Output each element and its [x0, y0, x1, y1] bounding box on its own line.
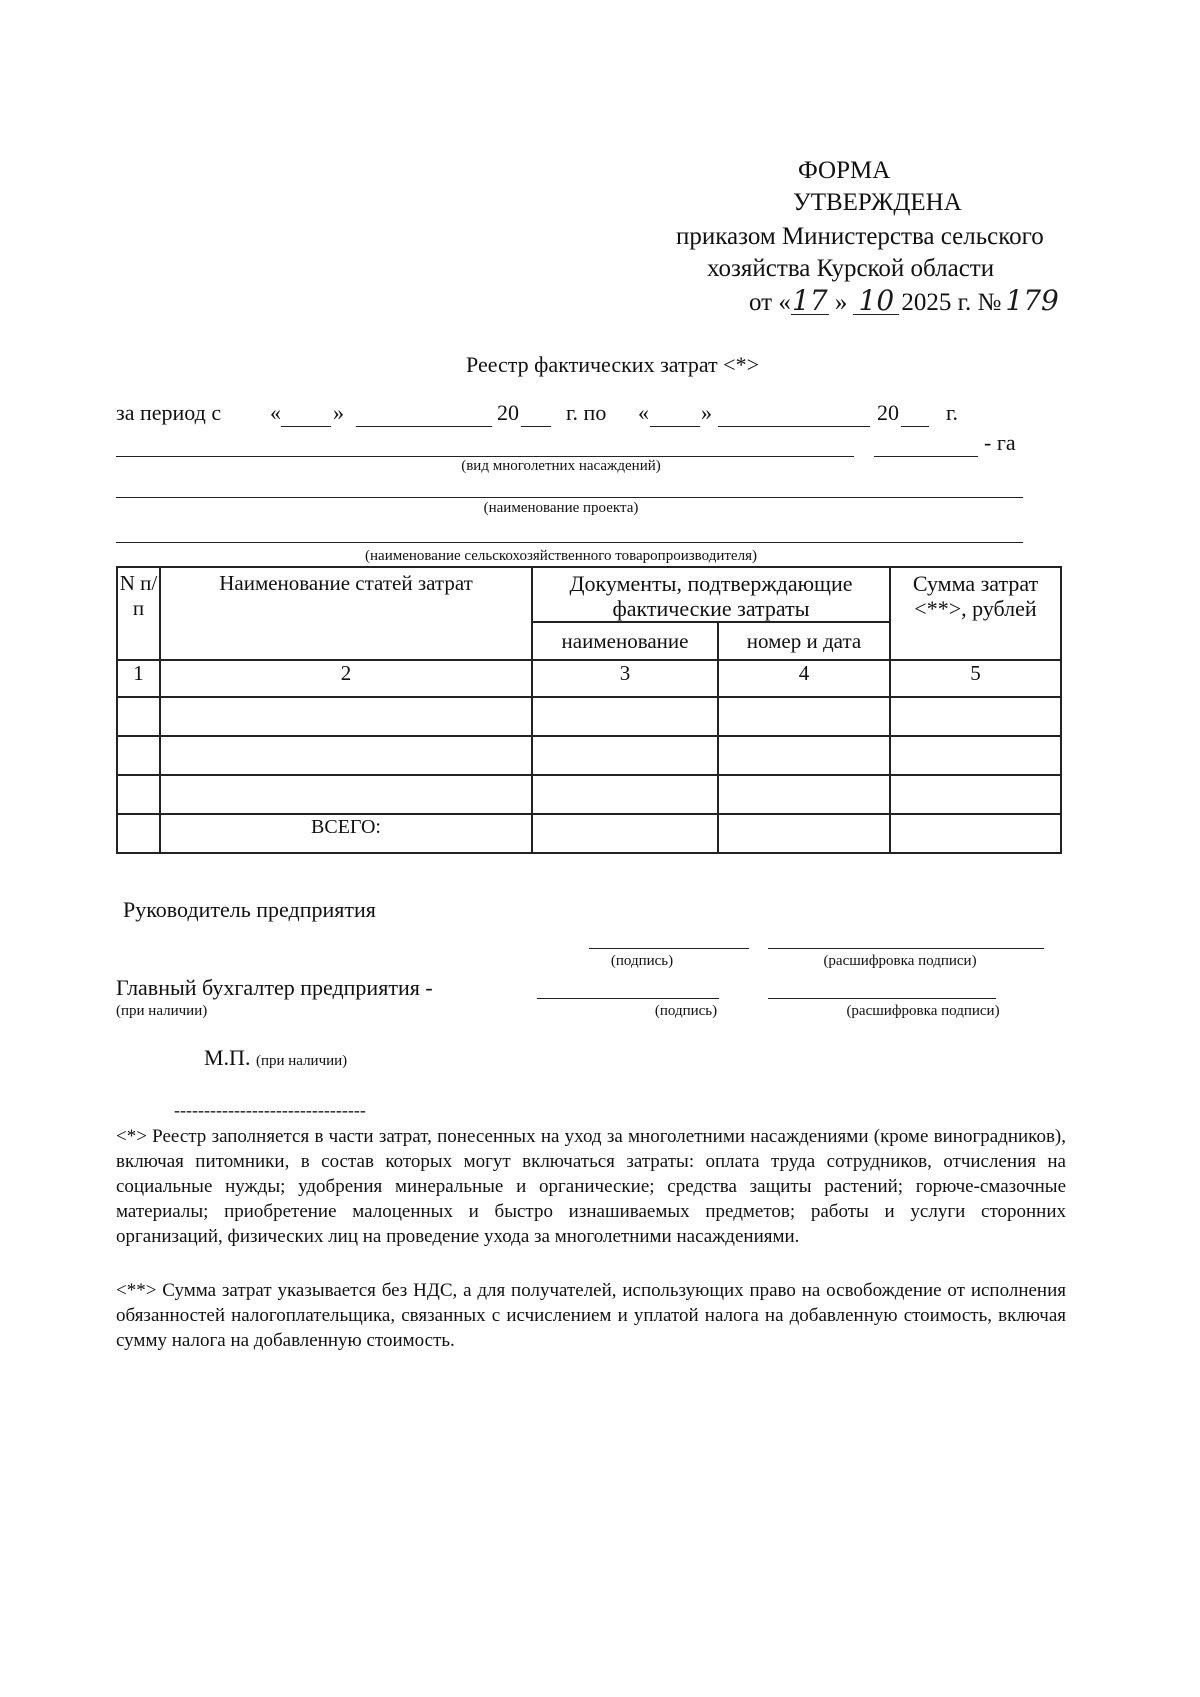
approval-date-line	[749, 285, 1059, 319]
chief-accountant-label: Главный бухгалтер предприятия -	[116, 975, 433, 1000]
total-row	[117, 814, 1061, 853]
header-doc-number-date: номер и дата	[718, 622, 890, 660]
stamp-text: М.П.	[204, 1045, 251, 1070]
producer-blank	[116, 542, 1023, 543]
period-close-quote-1: »	[333, 400, 344, 425]
approval-order-line: приказом Министерства сельского	[676, 223, 1044, 250]
table-row	[117, 697, 1061, 736]
column-numbers-row	[117, 660, 1061, 697]
plantings-caption: (вид многолетних насаждений)	[461, 458, 661, 474]
approval-approved-label: УТВЕРЖДЕНА	[793, 189, 962, 216]
producer-caption: (наименование сельскохозяйственного товаропроизводителя)	[365, 548, 757, 564]
head-label: Руководитель предприятия	[123, 897, 376, 922]
date-mid: »	[834, 289, 848, 316]
header-cost-item: Наименование статей затрат	[160, 567, 532, 660]
head-signature-line	[589, 948, 749, 949]
chief-signature-line	[537, 998, 719, 999]
month-blank-2	[718, 426, 870, 427]
stamp-label	[204, 1045, 347, 1071]
head-decode-caption: (расшифровка подписи)	[823, 953, 977, 969]
period-mid-text: г. по	[566, 400, 607, 425]
document-title: Реестр фактических затрат <*>	[466, 352, 759, 377]
handwritten-month: 10	[853, 288, 899, 315]
chief-if-any: (при наличии)	[116, 1003, 208, 1019]
col-num-3: 3	[532, 660, 718, 697]
date-prefix: от «	[749, 289, 791, 316]
project-blank	[116, 497, 1023, 498]
table-row	[117, 775, 1061, 814]
period-open-quote-1: «	[270, 400, 281, 425]
handwritten-day: 17	[792, 284, 828, 317]
footnote-1: <*> Реестр заполняется в части затрат, понесенных на уход за многолетними насаждениями (кроме виноградников), включая питомники, в состав которых могут включаться затраты: оплата труда сотрудников, отчисления на социальные нужды; удобрения минеральные и органические; средства защиты растений; горюче-смазочные материалы; приобретение малоценных и быстро изнашиваемых предметов; работы и услуги сторонних организаций, физических лиц на проведение ухода за многолетними насаждениями.	[116, 1126, 1066, 1247]
footnote-2: <**> Сумма затрат указывается без НДС, а для получателей, использующих право на освобождение от исполнения обязанностей налогоплательщика, связанных с исчислением и уплатой налога на добавленную стоимость, включая сумму налога на добавленную стоимость.	[116, 1280, 1066, 1351]
period-close-quote-2: »	[701, 400, 712, 425]
month-blank-1	[356, 426, 492, 427]
plantings-blank	[116, 456, 854, 457]
head-decode-line	[768, 948, 1044, 949]
handwritten-number: 179	[1005, 284, 1059, 317]
day-blank-2	[650, 426, 700, 427]
col-num-2: 2	[160, 660, 532, 697]
total-label: ВСЕГО:	[160, 814, 532, 853]
hectares-unit: - га	[984, 430, 1016, 455]
approval-ministry-line: хозяйства Курской области	[707, 255, 995, 282]
period-end-text: г.	[946, 400, 959, 425]
col-num-1: 1	[117, 660, 160, 697]
header-doc-name: наименование	[532, 622, 718, 660]
year-blank-1	[521, 426, 551, 427]
head-signature-caption: (подпись)	[610, 953, 674, 969]
date-year: 2025 г. №	[901, 289, 1002, 316]
project-caption: (наименование проекта)	[483, 500, 639, 516]
cost-register-table	[116, 566, 1062, 854]
col-num-4: 4	[718, 660, 890, 697]
year-blank-2	[901, 426, 929, 427]
period-label: за период с	[116, 400, 222, 425]
day-blank-1	[281, 426, 331, 427]
period-year-1: 20	[497, 400, 519, 425]
period-year-2: 20	[877, 400, 899, 425]
chief-signature-caption: (подпись)	[654, 1003, 718, 1019]
header-documents: Документы, подтверждающие фактические затраты	[532, 567, 890, 622]
chief-decode-line	[768, 998, 996, 999]
header-num: N п/п	[117, 567, 160, 660]
footnote-separator: --------------------------------	[174, 1100, 366, 1120]
stamp-note: (при наличии)	[255, 1053, 348, 1069]
col-num-5: 5	[890, 660, 1061, 697]
header-sum: Сумма затрат <**>, рублей	[890, 567, 1061, 660]
chief-decode-caption: (расшифровка подписи)	[846, 1003, 1000, 1019]
period-open-quote-2: «	[638, 400, 649, 425]
hectares-blank	[874, 456, 978, 457]
table-row	[117, 736, 1061, 775]
approval-form-label: ФОРМА	[798, 157, 891, 184]
